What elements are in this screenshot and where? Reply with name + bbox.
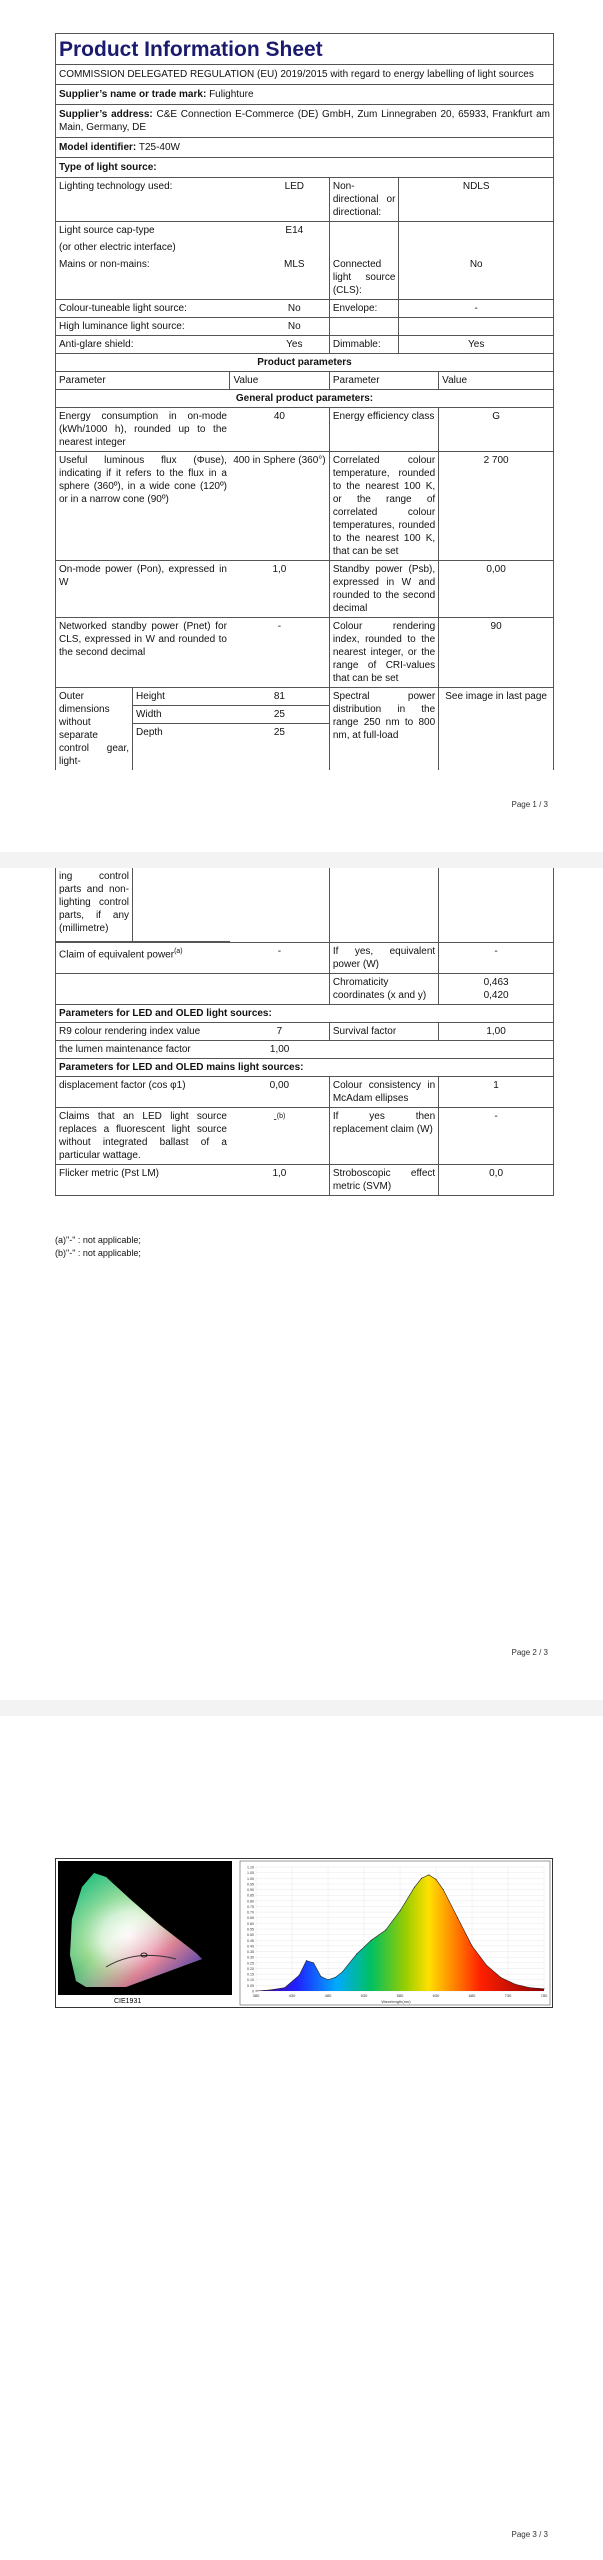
type-label: Light source cap-type — [59, 225, 155, 236]
param-row — [56, 943, 553, 974]
footnotes — [55, 1234, 141, 1260]
type-value: E14 — [285, 225, 304, 236]
y-tick-label: 0.30 — [247, 1955, 254, 1960]
y-tick-label: 0 — [252, 1989, 254, 1994]
param-row — [56, 974, 553, 1005]
dimension-depth-label: Depth — [136, 727, 163, 738]
type-label-2: Dimmable: — [329, 336, 399, 354]
col-header-parameter: Parameter — [56, 372, 230, 390]
x-tick-label: 530 — [360, 1993, 368, 1998]
type-value: LED — [260, 178, 330, 222]
param-row — [56, 618, 553, 688]
product-parameters-heading-row — [56, 354, 553, 372]
y-tick-label: 0.75 — [247, 1904, 254, 1909]
x-tick-label: 430 — [288, 1993, 296, 1998]
param-label: Energy consumption in on-mode (kWh/1000 h), rounded up to the nearest integer — [56, 408, 230, 452]
col-header-value-2: Value — [439, 372, 553, 390]
parameters-table — [56, 372, 553, 770]
y-tick-label: 1.05 — [247, 1871, 254, 1876]
param-value: 1,0 — [230, 1165, 329, 1196]
type-row — [56, 239, 553, 256]
param-label-2: Spectral power distribution in the range 250 nm to 800 nm, at full-load — [329, 688, 438, 771]
x-tick-label: 680 — [468, 1993, 476, 1998]
page-title: Product Information Sheet — [56, 33, 553, 65]
dimension-depth-value: 25 — [273, 727, 285, 738]
spectrum-point — [515, 1984, 516, 1985]
param-label-2: Standby power (Psb), expressed in W and rounded to the second decimal — [329, 561, 438, 618]
dimensions-row-continued — [56, 868, 553, 943]
y-tick-label: 0.20 — [247, 1966, 254, 1971]
spectrum-point — [428, 1874, 429, 1875]
chromaticity-y: 0,420 — [483, 990, 509, 1001]
type-value-2: - — [399, 300, 553, 318]
y-tick-label: 0.25 — [247, 1961, 254, 1966]
supplier-address-label: Supplier’s address: — [59, 109, 153, 120]
supplier-name-value: Fulighture — [209, 89, 254, 100]
spectrum-point — [400, 1910, 401, 1911]
type-label-2: Connected light source (CLS): — [329, 256, 399, 300]
spectrum-point — [320, 1976, 321, 1977]
param-row — [56, 1108, 553, 1165]
spectrum-point — [486, 1965, 487, 1966]
x-tick-label: 630 — [432, 1993, 440, 1998]
footnote-a: (a)"-" : not applicable; — [55, 1235, 141, 1245]
spectrum-point — [472, 1945, 473, 1946]
param-value-2: 0,0 — [439, 1165, 553, 1196]
supplier-name-label: Supplier’s name or trade mark: — [59, 89, 207, 100]
spectrum-point — [299, 1975, 300, 1976]
page-1 — [0, 0, 603, 852]
param-value-2: 90 — [439, 618, 553, 688]
param-value-2 — [439, 974, 553, 1005]
supplier-address-row — [56, 105, 553, 138]
type-value: No — [260, 318, 330, 336]
x-tick-label: 480 — [324, 1993, 332, 1998]
y-tick-label: 0.50 — [247, 1933, 254, 1938]
chromaticity-x: 0,463 — [483, 977, 509, 988]
supplier-address-value: C&E Connection E-Commerce (DE) GmbH, Zum Linnegraben 20, 65933, Frankfurt am Main, Germany, DE — [59, 109, 551, 133]
param-row — [56, 408, 553, 452]
cie-label: CIE1931 — [114, 1998, 142, 2005]
page-number: Page 3 / 3 — [511, 2530, 548, 2539]
param-value: 40 — [230, 408, 329, 452]
spectrum-point — [356, 1953, 357, 1954]
param-row — [56, 1077, 553, 1108]
param-value-2: 1,00 — [439, 1023, 553, 1041]
model-label: Model identifier: — [59, 142, 137, 153]
type-label: High luminance light source: — [56, 318, 260, 336]
param-label: Useful luminous flux (Φuse), indicating if it refers to the flux in a sphere (360º), in a wide cone (120º) or in a narrow cone (90º) — [56, 452, 230, 561]
param-row — [56, 452, 553, 561]
type-value-2: No — [399, 256, 553, 300]
type-row — [56, 300, 553, 318]
type-table — [56, 178, 553, 372]
spectrum-point — [284, 1987, 285, 1988]
claims-value: - — [273, 1114, 277, 1126]
param-value: 7 — [230, 1023, 329, 1041]
footnote-ref-b: (b) — [276, 1113, 286, 1120]
spectrum-point — [529, 1987, 530, 1988]
param-value-2: G — [439, 408, 553, 452]
dimensions-label: Outer dimensions without separate control gear, light- — [59, 691, 130, 767]
type-row — [56, 178, 553, 222]
type-label: Anti-glare shield: — [56, 336, 260, 354]
type-row — [56, 256, 553, 300]
dimensions-row — [56, 688, 553, 771]
figure-svg — [56, 1859, 552, 2007]
spectrum-point — [457, 1917, 458, 1918]
info-sheet-page-2 — [55, 868, 554, 1196]
type-label: Colour-tuneable light source: — [56, 300, 260, 318]
type-value-2: NDLS — [399, 178, 553, 222]
y-tick-label: 0.45 — [247, 1938, 254, 1943]
param-value: 1,0 — [230, 561, 329, 618]
info-sheet-page-1 — [55, 33, 554, 770]
led-heading: Parameters for LED and OLED light sources: — [56, 1005, 553, 1023]
spectrum-point — [421, 1878, 422, 1879]
dimension-width-label: Width — [133, 706, 230, 724]
footnote-ref-a: (a) — [174, 948, 183, 955]
mains-heading: Parameters for LED and OLED mains light sources: — [56, 1059, 553, 1077]
spectrum-x-axis-label: Wavelength(nm) — [381, 1999, 411, 2004]
dimensions-label-continued: ing control parts and non-lighting control parts, if any (millimetre) — [56, 868, 133, 942]
spectrum-point — [436, 1879, 437, 1880]
param-value: 0,00 — [230, 1077, 329, 1108]
param-row — [56, 561, 553, 618]
product-parameters-heading: Product parameters — [56, 354, 553, 372]
spectrum-point — [385, 1930, 386, 1931]
type-label: Mains or non-mains: — [56, 256, 260, 300]
y-tick-label: 0.40 — [247, 1944, 254, 1949]
spectrum-point — [414, 1887, 415, 1888]
type-label: Lighting technology used: — [56, 178, 260, 222]
dimension-width-value: 25 — [230, 706, 329, 724]
spectrum-point — [342, 1971, 343, 1972]
type-row — [56, 336, 553, 354]
param-value-2: 1 — [439, 1077, 553, 1108]
param-label-2: Colour rendering index, rounded to the nearest integer, or the range of CRI-values that can be set — [329, 618, 438, 688]
param-value: - — [230, 943, 329, 974]
param-row — [56, 1023, 553, 1041]
supplier-name-row — [56, 85, 553, 105]
type-label-2: Envelope: — [329, 300, 399, 318]
spectrum-point — [500, 1977, 501, 1978]
param-label-2: Energy efficiency class — [329, 408, 438, 452]
param-label: Flicker metric (Pst LM) — [56, 1165, 230, 1196]
param-value: 400 in Sphere (360°) — [230, 452, 329, 561]
spectrum-point — [443, 1889, 444, 1890]
spectrum-point — [270, 1989, 271, 1990]
param-value-2: - — [439, 943, 553, 974]
param-value-2: 2 700 — [439, 452, 553, 561]
spectrum-point — [313, 1962, 314, 1963]
y-tick-label: 0.55 — [247, 1927, 254, 1932]
y-tick-label: 0.90 — [247, 1888, 254, 1893]
model-row — [56, 138, 553, 158]
spectrum-point — [335, 1977, 336, 1978]
param-label — [56, 943, 230, 974]
x-tick-label: 580 — [396, 1993, 404, 1998]
page-2 — [0, 868, 603, 1700]
spectrum-point — [328, 1979, 329, 1980]
type-label-2: Non-directional or directional: — [329, 178, 399, 222]
param-value: - — [230, 618, 329, 688]
y-tick-label: 0.95 — [247, 1882, 254, 1887]
type-value: No — [260, 300, 330, 318]
y-tick-label: 0.80 — [247, 1899, 254, 1904]
type-value: Yes — [260, 336, 330, 354]
x-tick-label: 730 — [504, 1993, 512, 1998]
model-value: T25-40W — [138, 142, 180, 153]
param-label: R9 colour rendering index value — [56, 1023, 230, 1041]
y-tick-label: 0.85 — [247, 1893, 254, 1898]
spectrum-point — [306, 1960, 307, 1961]
y-tick-label: 1.00 — [247, 1876, 254, 1881]
param-value-2: 0,00 — [439, 561, 553, 618]
param-label: displacement factor (cos φ1) — [56, 1077, 230, 1108]
param-value-2: See image in last page — [439, 688, 553, 771]
y-tick-label: 0.35 — [247, 1950, 254, 1955]
y-tick-label: 0.05 — [247, 1983, 254, 1988]
type-row — [56, 222, 553, 240]
y-tick-label: 1.10 — [247, 1865, 254, 1870]
col-header-parameter-2: Parameter — [329, 372, 438, 390]
mains-heading-row — [56, 1059, 553, 1077]
general-parameters-heading-row — [56, 390, 553, 408]
param-label: Claims that an LED light source replaces a fluorescent light source without integrated ballast of a particular wattage. — [56, 1108, 230, 1165]
param-label: Networked standby power (Pnet) for CLS, expressed in W and rounded to the second decimal — [56, 618, 230, 688]
spectrum-point — [256, 1991, 257, 1992]
type-value: MLS — [260, 256, 330, 300]
spectrum-point — [544, 1988, 545, 1989]
param-label-2: If yes, equivalent power (W) — [329, 943, 438, 974]
general-parameters-heading: General product parameters: — [56, 390, 553, 408]
type-row — [56, 318, 553, 336]
dimension-height-label: Height — [133, 688, 230, 706]
param-label: the lumen maintenance factor — [56, 1041, 230, 1059]
spectrum-point — [371, 1940, 372, 1941]
footnote-b: (b)"-" : not applicable; — [55, 1248, 141, 1258]
param-value-2: - — [439, 1108, 553, 1165]
param-label-2: If yes then replacement claim (W) — [329, 1108, 438, 1165]
x-tick-label: 380 — [252, 1993, 260, 1998]
spectrum-figure — [55, 1858, 553, 2008]
y-tick-label: 0.60 — [247, 1921, 254, 1926]
param-label-2: Survival factor — [329, 1023, 438, 1041]
y-tick-label: 0.65 — [247, 1916, 254, 1921]
param-label-2: Stroboscopic effect metric (SVM) — [329, 1165, 438, 1196]
type-heading: Type of light source: — [56, 158, 553, 178]
type-value-2: Yes — [399, 336, 553, 354]
y-tick-label: 0.10 — [247, 1978, 254, 1983]
param-label-2: Colour consistency in McAdam ellipses — [329, 1077, 438, 1108]
column-header-row — [56, 372, 553, 390]
equivalent-power-label: Claim of equivalent power — [59, 949, 175, 961]
y-tick-label: 0.70 — [247, 1910, 254, 1915]
spectrum-y-ticks — [247, 1866, 254, 1994]
y-tick-label: 0.15 — [247, 1972, 254, 1977]
col-header-value: Value — [230, 372, 329, 390]
parameters-table-continued — [56, 868, 553, 1196]
led-heading-row — [56, 1005, 553, 1023]
param-label-2: Chromaticity coordinates (x and y) — [329, 974, 438, 1005]
param-label-2: Correlated colour temperature, rounded to the nearest 100 K, or the range of correlated colour temperatures, rounded to the nearest 100 K, that can be set — [329, 452, 438, 561]
param-value: 1,00 — [230, 1041, 329, 1059]
page-number: Page 1 / 3 — [511, 800, 548, 809]
param-row — [56, 1165, 553, 1196]
type-label: (or other electric interface) — [59, 242, 176, 253]
page-3 — [0, 1716, 603, 2560]
x-tick-label: 780 — [540, 1993, 548, 1998]
page-number: Page 2 / 3 — [511, 1648, 548, 1657]
param-row — [56, 1041, 553, 1059]
regulation-text: COMMISSION DELEGATED REGULATION (EU) 2019/2015 with regard to energy labelling of light sources — [56, 65, 553, 85]
param-value — [230, 1108, 329, 1165]
dimension-height-value: 81 — [230, 688, 329, 706]
param-label: On-mode power (Pon), expressed in W — [56, 561, 230, 618]
